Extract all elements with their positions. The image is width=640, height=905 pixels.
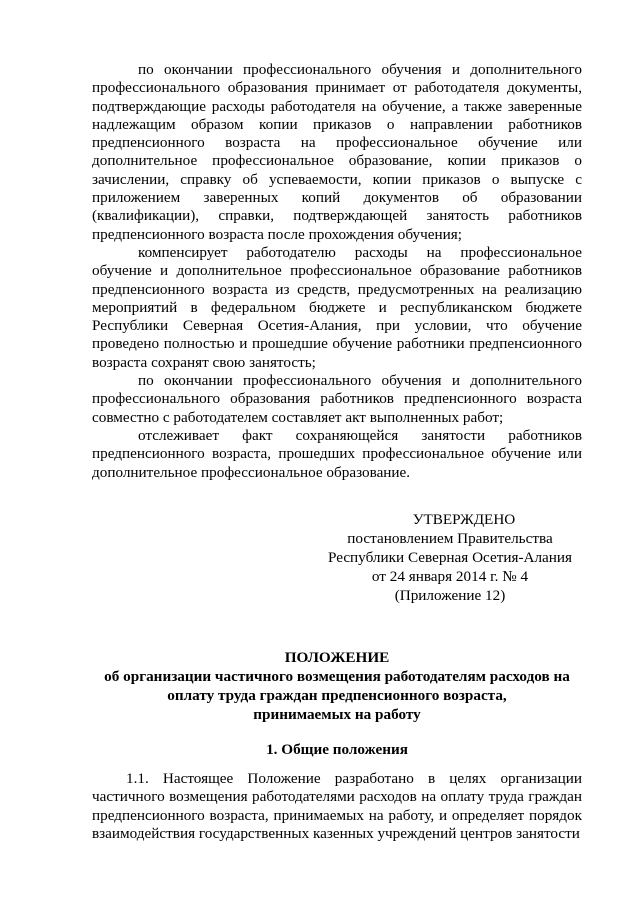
approval-line-1: постановлением Правительства: [347, 530, 553, 547]
paragraph-1-1: 1.1. Настоящее Положение разработано в целях организации частичного возмещения работодателями расходов на оплату труда граждан предпенсионного возраста, принимаемых на работу, и определяет порядок взаимодействия государственных казенных учреждений центров занятости: [92, 770, 582, 842]
title-line-2: оплату труда граждан предпенсионного возраста,: [167, 687, 507, 704]
title-line-1: об организации частичного возмещения работодателям расходов на: [104, 668, 570, 685]
approval-line-4: (Приложение 12): [394, 587, 506, 604]
document-title: [92, 648, 582, 724]
title-line-3: принимаемых на работу: [253, 706, 421, 723]
title-heading: ПОЛОЖЕНИЕ: [284, 649, 390, 666]
paragraph-monitoring: отслеживает факт сохраняющейся занятости работников предпенсионного возраста, прошедших профессиональное обучение или дополнительное профессиональное образование.: [92, 426, 582, 481]
paragraph-documents: по окончании профессионального обучения и дополнительного профессионального образования принимает от работодателя документы, подтверждающие расходы работодателя на обучение, а также заверенные надлежащим образом копии приказов о направлении работников предпенсионного возраста на профессиональное обучение или дополнительное профессиональное образование, копии приказов о зачислении, справку об успеваемости, копии приказов о выпуске с приложением заверенных копий документов об образовании (квалификации), справки, подтверждающей занятость работников предпенсионного возраста после прохождения обучения;: [92, 61, 582, 243]
section-heading: [92, 740, 582, 759]
section-title: 1. Общие положения: [266, 741, 408, 758]
approval-title: УТВЕРЖДЕНО: [412, 511, 516, 528]
paragraph-compensation: компенсирует работодателю расходы на профессиональное обучение и дополнительное профессиональное образование работников предпенсионного возраста из средств, предусмотренных на реализацию мероприятий в федеральном бюджете и республиканском бюджете Республики Северная Осетия-Алания, при условии, что обучение проведено полностью и прошедшие обучение работники предпенсионного возраста сохранят свою занятость;: [92, 243, 582, 371]
approval-line-3: от 24 января 2014 г. № 4: [371, 568, 529, 585]
paragraph-act: по окончании профессионального обучения и дополнительного профессионального образования работников предпенсионного возраста совместно с работодателем составляет акт выполненных работ;: [92, 372, 582, 426]
approval-stamp: [300, 510, 600, 605]
section-body: [92, 770, 582, 843]
body-text: [92, 61, 582, 482]
approval-line-2: Республики Северная Осетия-Алания: [327, 549, 573, 566]
